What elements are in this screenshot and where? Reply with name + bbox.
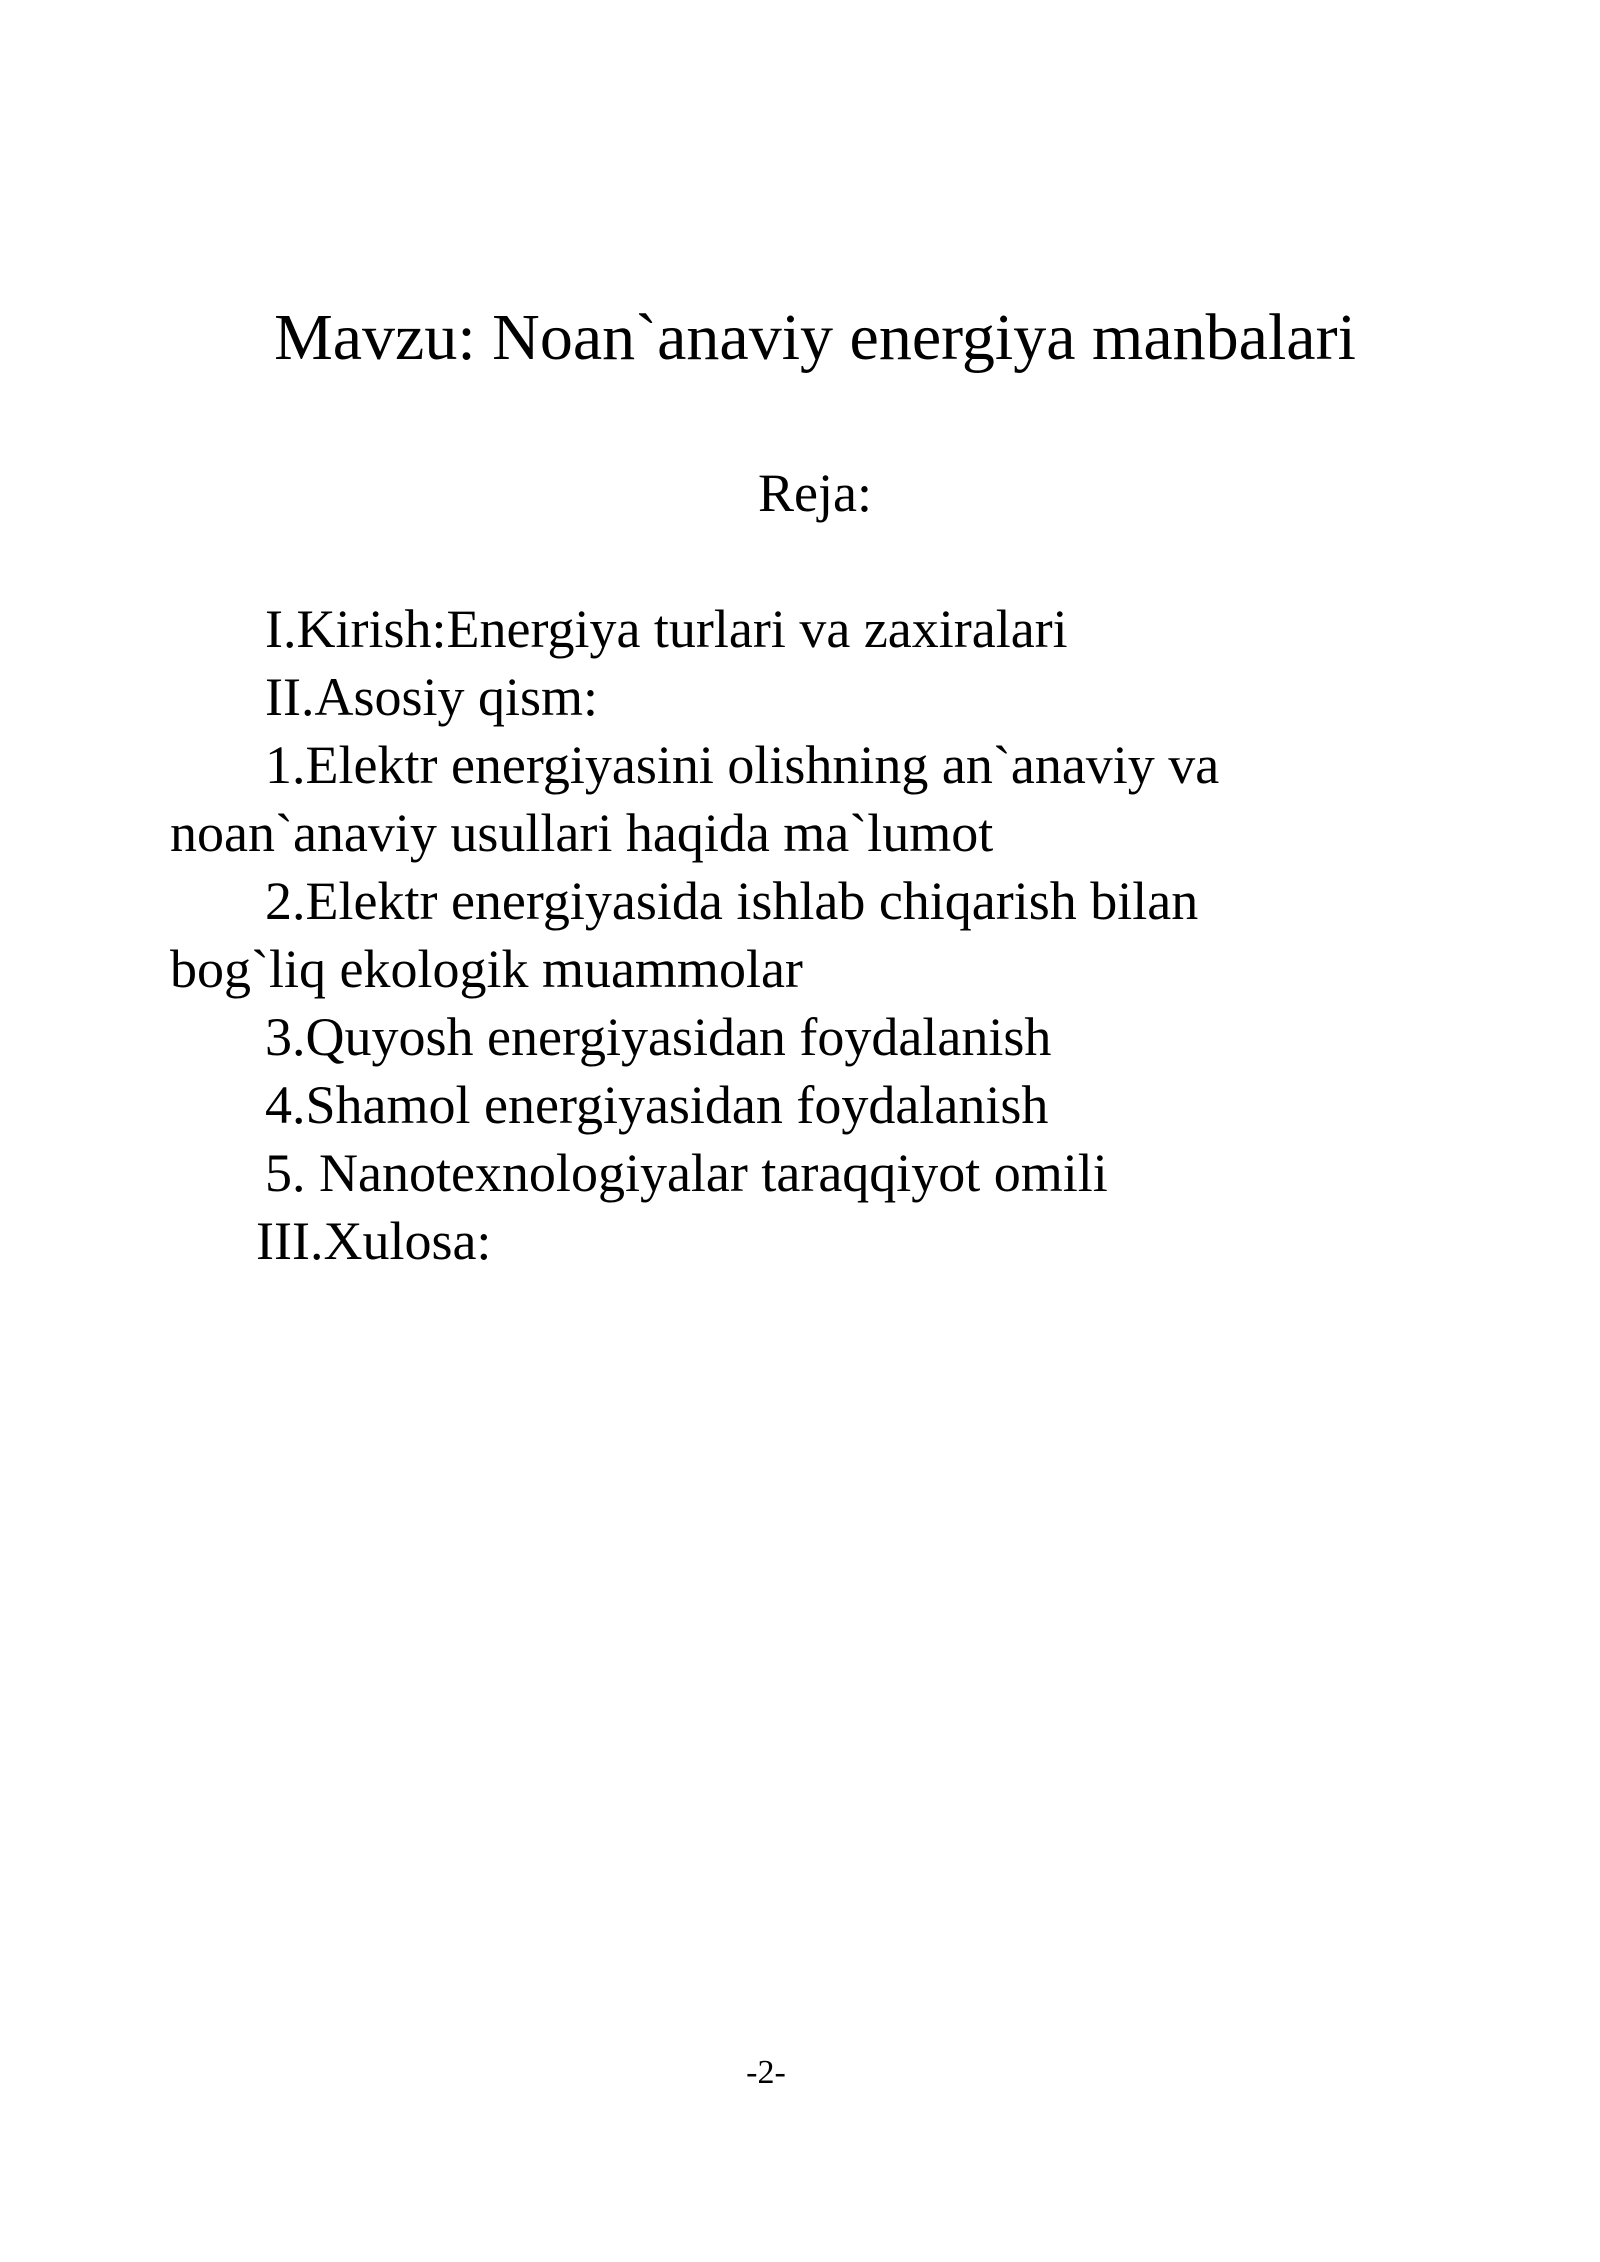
page-number: -2- — [746, 2054, 786, 2091]
plan-item-main-part: II.Asosiy qism: — [265, 667, 599, 727]
plan-item-2-line-2: bog`liq ekologik muammolar — [170, 939, 803, 999]
plan-item-4: 4.Shamol energiyasidan foydalanish — [265, 1075, 1049, 1135]
plan-item-conclusion: III.Xulosa: — [256, 1211, 492, 1271]
plan-item-introduction: I.Kirish:Energiya turlari va zaxiralari — [265, 599, 1068, 659]
page-title: Mavzu: Noan`anaviy energiya manbalari — [274, 301, 1356, 374]
plan-heading: Reja: — [758, 463, 872, 523]
plan-item-1-line-1: 1.Elektr energiyasini olishning an`anaviy va — [265, 735, 1220, 795]
plan-item-1-line-2: noan`anaviy usullari haqida ma`lumot — [170, 803, 994, 863]
plan-item-3: 3.Quyosh energiyasidan foydalanish — [265, 1007, 1052, 1067]
plan-list — [170, 595, 1380, 1275]
plan-item-5: 5. Nanotexnologiyalar taraqqiyot omili — [265, 1143, 1108, 1203]
plan-item-2-line-1: 2.Elektr energiyasida ishlab chiqarish bilan — [265, 871, 1199, 931]
